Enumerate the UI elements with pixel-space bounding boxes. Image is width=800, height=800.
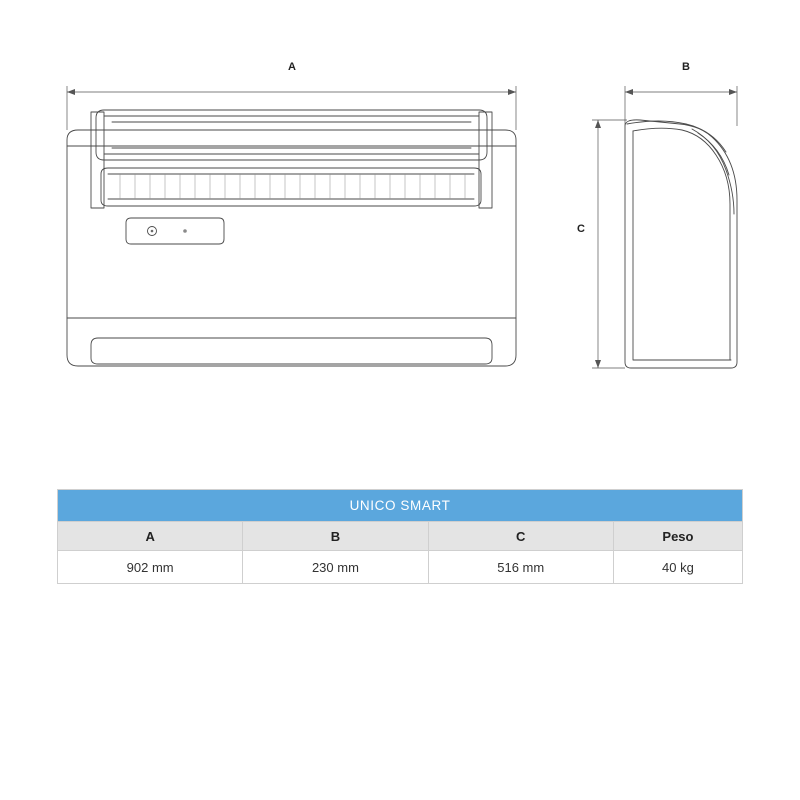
table-row bbox=[58, 551, 743, 584]
front-view-geometry bbox=[67, 110, 516, 366]
table-value-a: 902 mm bbox=[58, 551, 243, 584]
table-header-a: A bbox=[58, 522, 243, 551]
table-title: UNICO SMART bbox=[58, 490, 743, 522]
table-header-peso: Peso bbox=[613, 522, 742, 551]
table-header-row bbox=[58, 522, 743, 551]
table-header-b: B bbox=[243, 522, 428, 551]
table-title-row bbox=[58, 490, 743, 522]
table-value-peso: 40 kg bbox=[613, 551, 742, 584]
dimension-label-c: C bbox=[577, 223, 585, 235]
table-value-b: 230 mm bbox=[243, 551, 428, 584]
table-header-c: C bbox=[428, 522, 613, 551]
dimension-label-b: B bbox=[682, 61, 690, 73]
specifications-table bbox=[57, 489, 743, 584]
table-value-c: 516 mm bbox=[428, 551, 613, 584]
side-view-geometry bbox=[625, 120, 737, 368]
dimension-label-a: A bbox=[288, 61, 296, 73]
